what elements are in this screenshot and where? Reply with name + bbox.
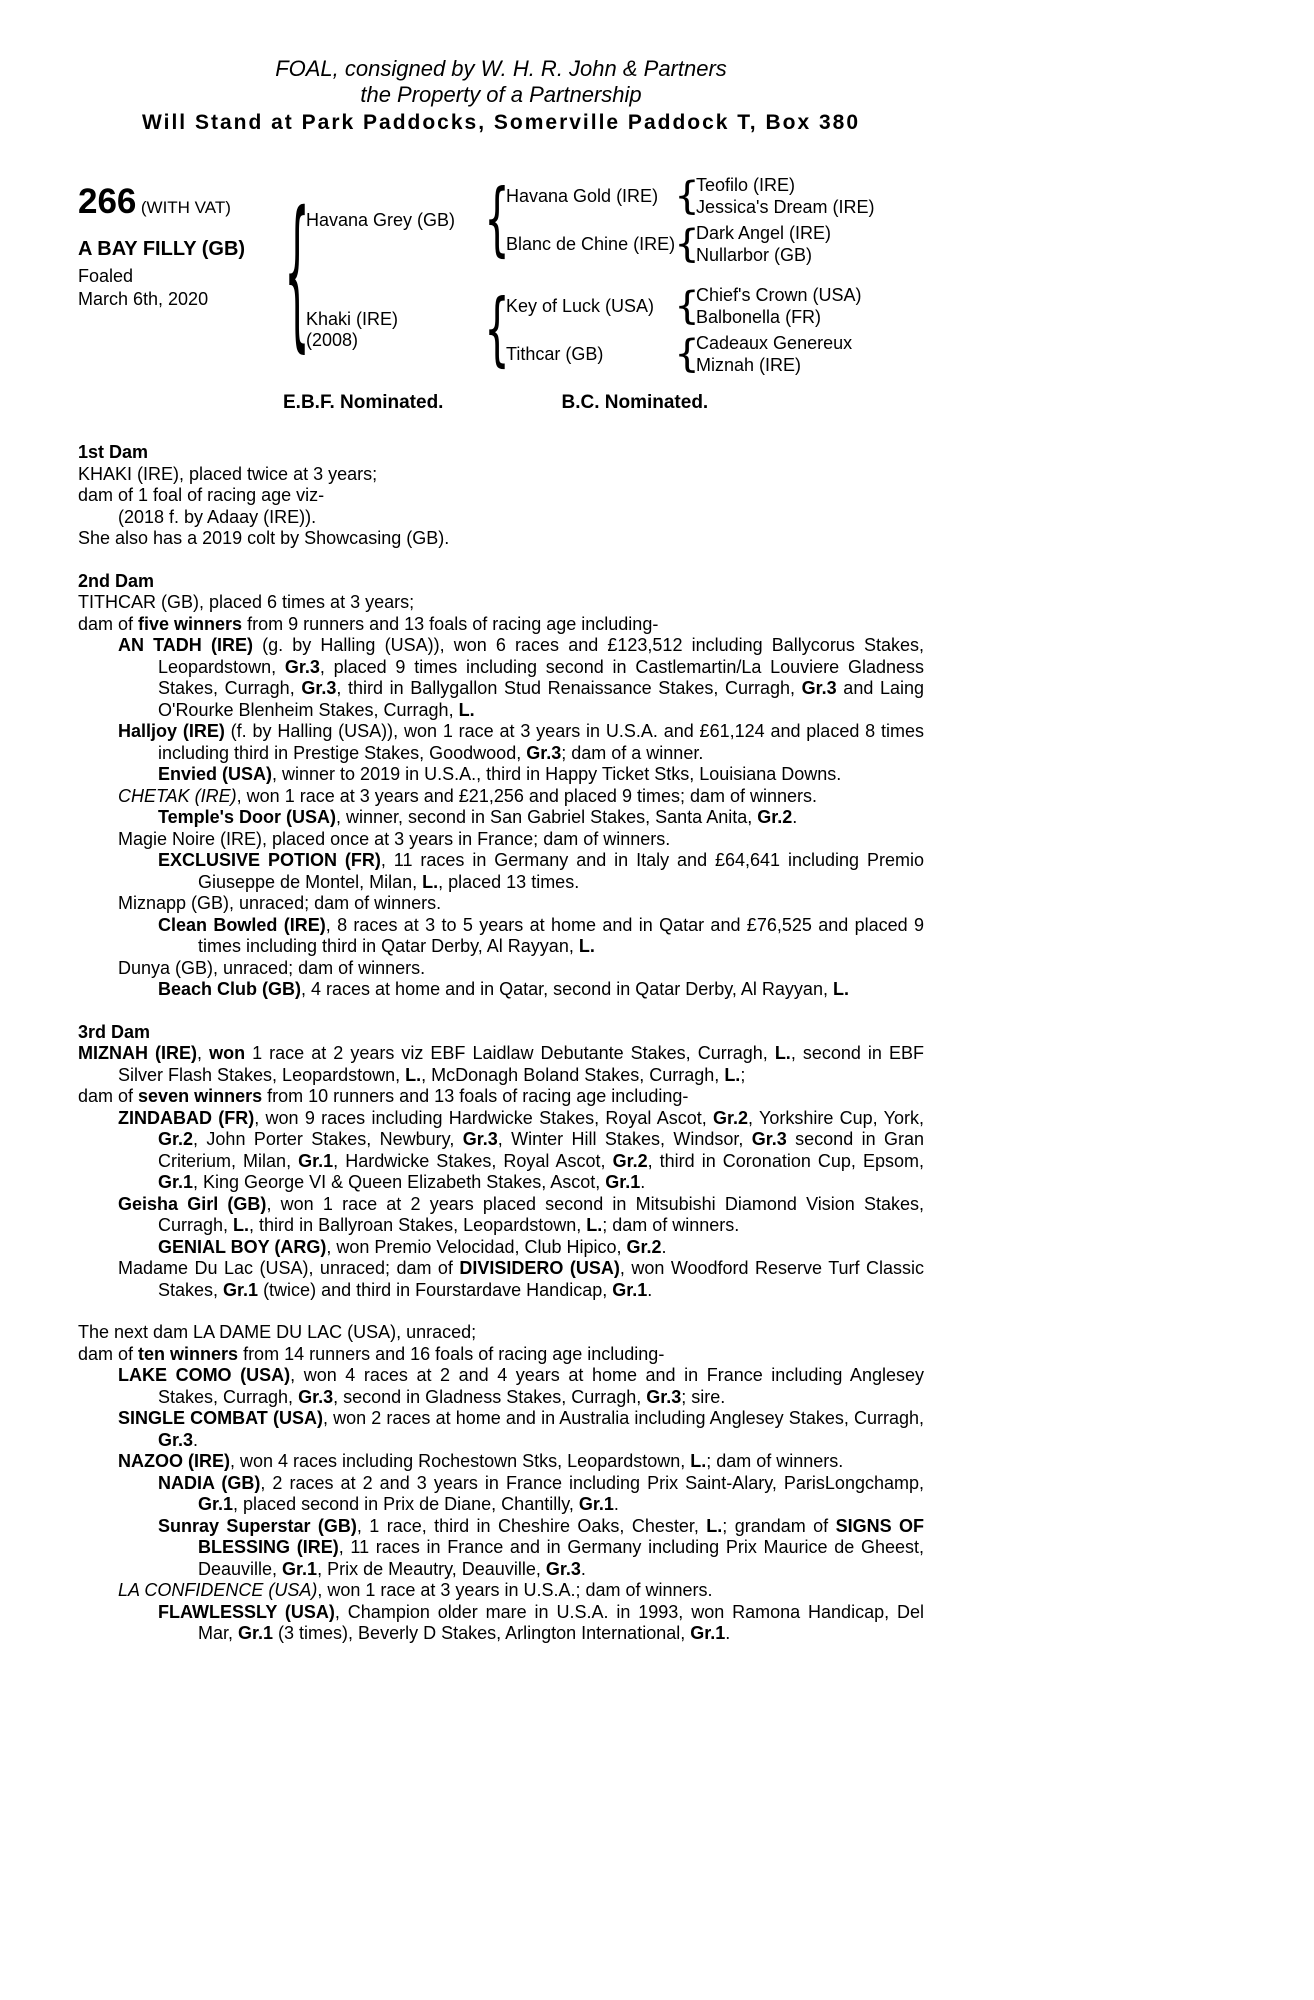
text-run: from 14 runners and 16 foals of racing age including- (238, 1343, 665, 1364)
foaled-date: March 6th, 2020 (78, 289, 209, 309)
text-run: The next dam LA DAME DU LAC (USA), unraced; (78, 1322, 477, 1342)
text-run: second in Gran Criterium, Milan, (158, 1129, 925, 1171)
pedigree-halves (306, 172, 874, 378)
text-run: , Champion older mare in U.S.A. in 1993, won Ramona Handicap, Del Mar, (198, 1601, 924, 1643)
dam-parents (506, 282, 861, 378)
text-run: ZINDABAD (FR) (118, 1107, 255, 1128)
catalogue-paragraph (78, 464, 924, 486)
text-run: Gr.1 (612, 1279, 648, 1300)
text-run: Gr.3 (298, 1386, 334, 1407)
catalogue-paragraph (78, 635, 924, 721)
text-run: , won 2 races at home and in Australia including Anglesey Stakes, Curragh, (322, 1408, 925, 1428)
catalogue-paragraph (78, 1516, 924, 1581)
text-run: Gr.2 (713, 1107, 749, 1128)
text-run: , placed 9 times including second in Castlemartin/La Louviere Gladness Stakes, Curragh, (158, 656, 924, 698)
vat-note: (WITH VAT) (140, 198, 231, 217)
catalogue-paragraph (78, 507, 924, 529)
catalogue-body (78, 442, 924, 1645)
dam-name: Khaki (IRE) (306, 309, 399, 329)
catalogue-paragraph (78, 786, 924, 808)
text-run: (2018 f. by Adaay (IRE)). (118, 506, 317, 527)
dam-sire-dam-name: Balbonella (FR) (696, 307, 822, 327)
text-run: , placed second in Prix de Diane, Chantilly, (233, 1494, 579, 1514)
page-content (78, 56, 924, 1645)
catalogue-paragraph (78, 1451, 924, 1473)
text-run: , 1 race, third in Cheshire Oaks, Chester, (356, 1515, 707, 1536)
text-run: , 11 races in France and in Germany including Prix Maurice de Gheest, Deauville, (198, 1537, 925, 1579)
text-run: , won 1 race at 3 years and £21,256 and placed 9 times; dam of winners. (236, 785, 818, 806)
text-run: dam of (78, 1343, 139, 1364)
dam-dam-unit (506, 330, 861, 378)
text-run: ; sire. (681, 1386, 726, 1407)
dam-name-block (306, 309, 488, 351)
lot-number-row (78, 182, 288, 222)
sire-dam-dam-name: Nullarbor (GB) (696, 245, 813, 265)
text-run: . (580, 1558, 586, 1579)
lot-block (78, 172, 288, 378)
text-run: Clean Bowled (IRE) (158, 914, 326, 935)
text-run: (f. by Halling (USA)), won 1 race at 3 years in U.S.A. and £61,124 and placed 8 times including third in Prestige Stakes, Goodwood, (158, 721, 925, 763)
catalogue-paragraph (78, 592, 924, 614)
text-run: , won 4 races at 2 and 4 years at home and in France including Anglesey Stakes, Curragh, (158, 1365, 924, 1407)
text-run: GENIAL BOY (ARG) (158, 1236, 327, 1257)
catalogue-paragraph (78, 915, 924, 958)
sire-sire-parents (696, 174, 874, 218)
text-run: , third in Coronation Cup, Epsom, (647, 1150, 924, 1171)
text-run: Envied (USA) (158, 764, 273, 784)
text-run: She also has a 2019 colt by Showcasing (GB). (78, 528, 450, 548)
bc-nominated: B.C. Nominated. (561, 392, 709, 413)
text-run: , placed 13 times. (438, 871, 580, 892)
text-run: ; grandam of (722, 1515, 836, 1536)
text-run: SINGLE COMBAT (USA) (118, 1408, 323, 1428)
text-run: (3 times), Beverly D Stakes, Arlington International, (273, 1623, 691, 1643)
text-run: . (725, 1623, 731, 1643)
text-run: . (640, 1172, 646, 1192)
catalogue-paragraph (78, 1365, 924, 1408)
text-run: Gr.3 (158, 1429, 194, 1450)
text-run: L. (690, 1451, 707, 1471)
text-run: , King George VI & Queen Elizabeth Stakes, Ascot, (193, 1172, 606, 1192)
text-run: , won Premio Velocidad, Club Hipico, (326, 1236, 627, 1257)
text-run: . (613, 1494, 619, 1514)
text-run: Gr.1 (578, 1494, 614, 1514)
catalogue-paragraph (78, 1237, 924, 1259)
text-run: , won 1 race at 2 years placed second in Mitsubishi Diamond Vision Stakes, Curragh, (158, 1193, 925, 1235)
text-run: Sunray Superstar (GB) (158, 1515, 357, 1536)
text-run: ; dam of winners. (602, 1215, 740, 1235)
text-run: ; (740, 1064, 746, 1085)
text-run: L. (578, 936, 595, 956)
sire-sire-brace: { (674, 174, 700, 218)
text-run: Gr.3 (545, 1558, 581, 1579)
dam-half (306, 282, 874, 378)
text-run: , winner to 2019 in U.S.A., third in Happy Ticket Stks, Louisiana Downs. (272, 764, 842, 784)
dam-sire-parents (696, 284, 861, 328)
text-run: Gr.1 (223, 1279, 259, 1300)
text-run: Gr.2 (757, 807, 793, 827)
dam-sire-sire-name: Chief's Crown (USA) (696, 285, 862, 305)
sire-dam-parents (696, 222, 831, 266)
sire-sire-unit (506, 172, 874, 220)
text-run: Beach Club (GB) (158, 979, 302, 999)
text-run: . (661, 1236, 667, 1257)
text-run: , 11 races in Germany and in Italy and £64,641 including Premio Giuseppe de Montel, Milan, (198, 850, 924, 892)
text-run: L. (586, 1215, 603, 1235)
text-run: Gr.3 (751, 1129, 787, 1149)
text-run: (twice) and third in Fourstardave Handicap, (258, 1279, 613, 1300)
sire-sire-sire-name: Teofilo (IRE) (696, 175, 796, 195)
text-run: ten winners (138, 1343, 239, 1364)
text-run: Gr.1 (605, 1172, 641, 1192)
text-run: , won 4 races including Rochestown Stks, Leopardstown, (230, 1451, 691, 1471)
dam-dam-parents (696, 332, 852, 376)
text-run: L. (706, 1515, 723, 1536)
sire-brace: { (484, 174, 510, 266)
dam-dam-dam-name: Miznah (IRE) (696, 355, 802, 375)
pedigree-tree (284, 172, 875, 378)
text-run: FLAWLESSLY (USA) (158, 1601, 335, 1622)
text-run: Gr.3 (646, 1386, 682, 1407)
text-run: Gr.1 (158, 1172, 194, 1192)
catalogue-paragraph (78, 958, 924, 980)
section-gap (78, 1001, 924, 1022)
text-run: Gr.1 (238, 1623, 274, 1643)
text-run: Magie Noire (IRE), placed once at 3 years in France; dam of winners. (118, 828, 671, 849)
text-run: Gr.1 (282, 1558, 318, 1579)
dam-brace: { (484, 284, 510, 376)
text-run: , third in Ballyroan Stakes, Leopardstown, (249, 1215, 587, 1235)
text-run: LA CONFIDENCE (USA) (118, 1580, 318, 1600)
catalogue-paragraph (78, 614, 924, 636)
text-run: Gr.3 (526, 742, 562, 763)
text-run: Gr.1 (298, 1150, 334, 1171)
catalogue-paragraph (78, 1473, 924, 1516)
sire-name: Havana Grey (GB) (306, 209, 456, 230)
catalogue-paragraph (78, 1043, 924, 1086)
section-heading: 3rd Dam (78, 1021, 151, 1042)
text-run: , third in Ballygallon Stud Renaissance Stakes, Curragh, (336, 678, 802, 698)
text-run: Gr.1 (690, 1623, 726, 1643)
text-run: from 9 runners and 13 foals of racing age including- (242, 613, 659, 634)
text-run: , Winter Hill Stakes, Windsor, (497, 1129, 752, 1149)
text-run: , (197, 1043, 210, 1063)
sire-dam-sire-name: Dark Angel (IRE) (696, 223, 832, 243)
text-run: Gr.3 (462, 1129, 498, 1149)
text-run: KHAKI (IRE), placed twice at 3 years; (78, 463, 378, 484)
dam-dam-name: Tithcar (GB) (506, 343, 604, 364)
text-run: Temple's Door (USA) (158, 807, 336, 827)
catalogue-paragraph (78, 829, 924, 851)
catalogue-paragraph (78, 1602, 924, 1645)
text-run: , 4 races at home and in Qatar, second in Qatar Derby, Al Rayyan, (301, 979, 833, 999)
text-run: , won Woodford Reserve Turf Classic Stakes, (158, 1258, 924, 1300)
dam-sire-unit (506, 282, 861, 330)
catalogue-paragraph (78, 979, 924, 1001)
section-gap (78, 550, 924, 571)
catalogue-paragraph (78, 1194, 924, 1237)
text-run: ; dam of winners. (706, 1451, 844, 1471)
dam-dam-brace: { (674, 332, 700, 376)
text-run: DIVISIDERO (USA) (459, 1258, 620, 1278)
text-run: Gr.1 (198, 1494, 234, 1514)
text-run: Geisha Girl (GB) (118, 1193, 267, 1214)
text-run: ; dam of a winner. (561, 742, 704, 763)
text-run: , Hardwicke Stakes, Royal Ascot, (333, 1150, 613, 1171)
foaled-label: Foaled (78, 266, 134, 286)
catalogue-paragraph (78, 1408, 924, 1451)
text-run: Gr.2 (612, 1150, 648, 1171)
text-run: EXCLUSIVE POTION (FR) (158, 850, 381, 870)
dam-sire-name: Key of Luck (USA) (506, 295, 655, 316)
text-run: seven winners (138, 1086, 263, 1106)
text-run: MIZNAH (IRE) (78, 1043, 198, 1063)
text-run: five winners (138, 613, 243, 634)
text-run: L. (832, 979, 849, 999)
ebf-nominated: E.B.F. Nominated. (283, 392, 444, 413)
text-run: , John Porter Stakes, Newbury, (193, 1129, 463, 1149)
catalogue-paragraph (78, 807, 924, 829)
text-run: NADIA (GB) (158, 1472, 261, 1493)
text-run: L. (422, 871, 439, 892)
catalogue-paragraph (78, 850, 924, 893)
stand-location-line: Will Stand at Park Paddocks, Somerville Paddock T, Box 380 (141, 111, 861, 134)
text-run: L. (405, 1064, 422, 1085)
consignor-line: FOAL, consigned by W. H. R. John & Partners (275, 56, 727, 81)
text-run: . (792, 807, 798, 827)
pedigree-root-brace: { (284, 180, 310, 370)
catalogue-paragraph (78, 1108, 924, 1194)
text-run: from 10 runners and 13 foals of racing age including- (262, 1086, 689, 1106)
text-run: dam of 1 foal of racing age viz- (78, 485, 325, 505)
text-run: Gr.2 (158, 1129, 194, 1149)
text-run: Dunya (GB), unraced; dam of winners. (118, 957, 426, 978)
text-run: , winner, second in San Gabriel Stakes, Santa Anita, (335, 807, 758, 827)
catalogue-paragraph (78, 485, 924, 507)
text-run: (g. by Halling (USA)), won 6 races and £123,512 including Ballycorus Stakes, Leopardstown, (158, 635, 924, 677)
text-run: , Yorkshire Cup, York, (748, 1107, 924, 1128)
text-run: dam of (78, 1086, 139, 1106)
text-run: L. (774, 1043, 791, 1063)
sire-dam-brace: { (674, 222, 700, 266)
section-gap (78, 1301, 924, 1322)
catalogue-paragraph (78, 1344, 924, 1366)
page-header (78, 56, 924, 136)
text-run: NAZOO (IRE) (118, 1451, 230, 1471)
text-run: . (647, 1279, 653, 1300)
section-heading: 1st Dam (78, 442, 149, 462)
dam-dam-sire-name: Cadeaux Genereux (696, 333, 853, 353)
catalogue-paragraph (78, 1322, 924, 1344)
sire-sire-dam-name: Jessica's Dream (IRE) (696, 197, 875, 217)
horse-name: A BAY FILLY (GB) (78, 238, 246, 260)
text-run: L. (458, 699, 475, 720)
text-run: Gr.3 (284, 656, 320, 677)
text-run: CHETAK (IRE) (118, 785, 237, 806)
property-line: the Property of a Partnership (360, 82, 642, 107)
section-heading: 2nd Dam (78, 570, 155, 591)
text-run: , second in Gladness Stakes, Curragh, (333, 1386, 647, 1407)
text-run: SIGNS OF BLESSING (IRE) (198, 1515, 925, 1557)
sire-dam-name: Blanc de Chine (IRE) (506, 233, 676, 254)
text-run: and Laing O'Rourke Blenheim Stakes, Curragh, (158, 678, 925, 720)
text-run: , won 9 races including Hardwicke Stakes, Royal Ascot, (254, 1107, 714, 1128)
catalogue-paragraph (78, 893, 924, 915)
text-run: AN TADH (IRE) (118, 635, 253, 655)
catalogue-paragraph (78, 1580, 924, 1602)
catalogue-paragraph (78, 1086, 924, 1108)
text-run: Gr.3 (801, 678, 837, 698)
text-run: Halljoy (IRE) (118, 721, 225, 741)
text-run: , 8 races at 3 to 5 years at home and in Qatar and £76,525 and placed 9 times including third in Qatar Derby, Al Rayyan, (198, 914, 925, 956)
text-run: won (209, 1043, 246, 1063)
text-run: , won 1 race at 3 years in U.S.A.; dam of winners. (317, 1580, 713, 1600)
nominations-row (78, 392, 924, 414)
dam-year: (2008) (306, 330, 359, 350)
text-run: Gr.2 (626, 1236, 662, 1257)
text-run: L. (233, 1215, 250, 1235)
text-run: Madame Du Lac (USA), unraced; dam of (118, 1258, 460, 1278)
lot-number: 266 (78, 182, 137, 221)
text-run: LAKE COMO (USA) (118, 1365, 291, 1385)
text-run: Gr.3 (301, 678, 337, 698)
catalogue-paragraph (78, 1258, 924, 1301)
sire-sire-name: Havana Gold (IRE) (506, 185, 659, 206)
text-run: , second in EBF Silver Flash Stakes, Leopardstown, (118, 1043, 924, 1085)
lot-section (78, 172, 924, 378)
catalogue-paragraph (78, 764, 924, 786)
text-run: Miznapp (GB), unraced; dam of winners. (118, 893, 442, 913)
text-run: . (193, 1429, 199, 1450)
text-run: , 2 races at 2 and 3 years in France including Prix Saint-Alary, ParisLongchamp, (260, 1472, 924, 1493)
text-run: dam of (78, 613, 139, 634)
sire-parents (506, 172, 874, 268)
dam-sire-brace: { (674, 284, 700, 328)
sire-half (306, 172, 874, 268)
text-run: , McDonagh Boland Stakes, Curragh, (421, 1064, 725, 1085)
catalogue-paragraph (78, 528, 924, 550)
text-run: TITHCAR (GB), placed 6 times at 3 years; (78, 592, 415, 612)
text-run: 1 race at 2 years viz EBF Laidlaw Debutante Stakes, Curragh, (245, 1043, 775, 1063)
sire-dam-unit (506, 220, 874, 268)
catalogue-paragraph (78, 721, 924, 764)
text-run: , Prix de Meautry, Deauville, (317, 1558, 546, 1579)
text-run: L. (724, 1064, 741, 1085)
